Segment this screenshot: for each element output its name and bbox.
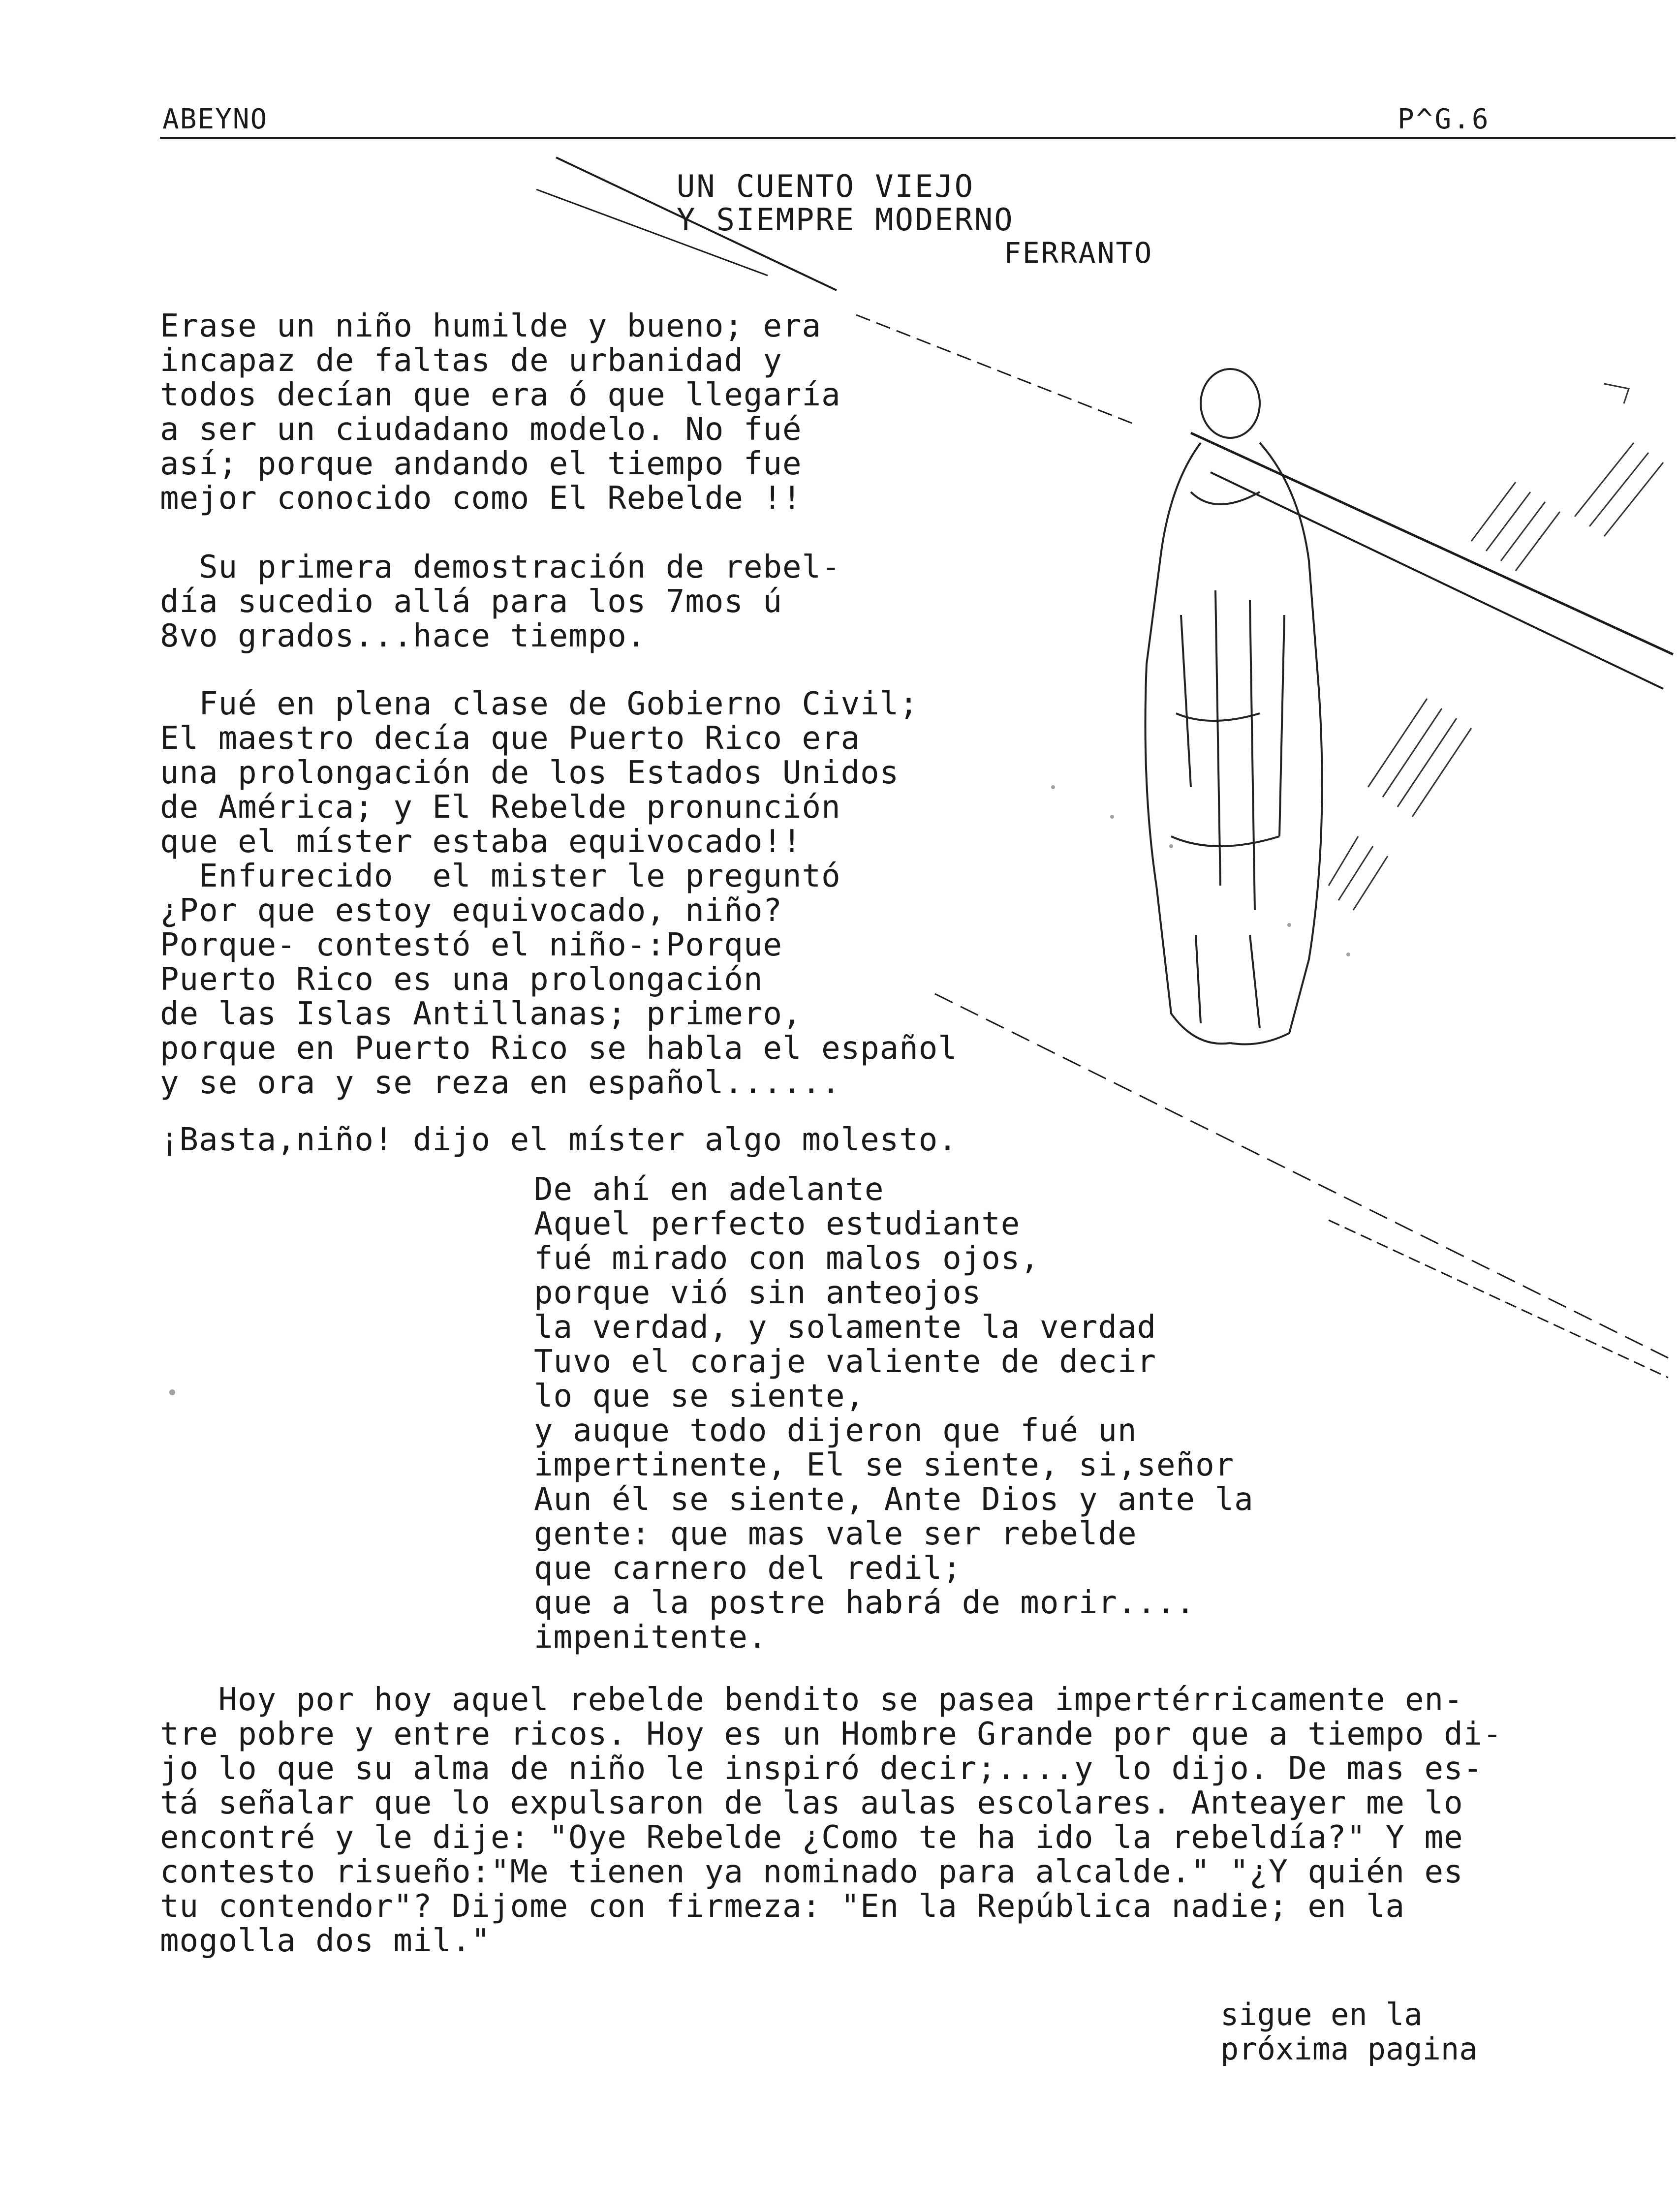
article-author: FERRANTO bbox=[1004, 236, 1153, 270]
title-line-1: UN CUENTO VIEJO bbox=[677, 168, 974, 204]
diagonal-rule bbox=[1211, 472, 1663, 689]
publication-name: ABEYNO bbox=[162, 103, 268, 135]
article-title bbox=[677, 170, 1014, 237]
diagonal-rule bbox=[1329, 1220, 1668, 1378]
header-rule bbox=[160, 137, 1676, 139]
shadow-hatching bbox=[1329, 384, 1663, 910]
standing-figure bbox=[1146, 369, 1322, 1045]
paragraph-1: Erase un niño humilde y bueno; era incapaz de faltas de urbanidad y todos decían que era ó que llegaría a ser un ciudadano modelo. No fué así; porque andando el tiempo fue mejor conocido como El Rebelde !! bbox=[160, 308, 841, 517]
paragraph-5: Hoy por hoy aquel rebelde bendito se pasea impertérricamente en- tre pobre y entre ricos. Hoy es un Hombre Grande por que a tiempo di- jo lo que su alma de niño le inspiró decir;....y lo dijo. De mas es- tá señalar que lo expulsaron de las aulas escolares. Anteayer me lo encontré y le dije: "Oye Rebelde ¿Como te ha ido la rebeldía?" Y me contesto risueño:"Me tienen ya nominado para alcalde." "¿Y quién es tu contendor"? Dijome con firmeza: "En la República nadie; en la mogolla dos mil." bbox=[160, 1682, 1502, 1959]
diagonal-rule bbox=[1191, 433, 1673, 654]
title-line-2: Y SIEMPRE MODERNO bbox=[677, 202, 1014, 238]
continuation-note: sigue en la próxima pagina bbox=[1220, 1997, 1478, 2067]
paragraph-2: Su primera demostración de rebel- día sucedio allá para los 7mos ú 8vo grados...hace tiempo. bbox=[160, 549, 841, 654]
paragraph-3: Fué en plena clase de Gobierno Civil; El maestro decía que Puerto Rico era una prolongación de los Estados Unidos de América; y El Rebelde pronunción que el míster estaba equivocado!! Enfurecido el mister le preguntó ¿Por que estoy equivocado, niño? Porque- contestó el niño-:Porque Puerto Rico es una prolongación de las Islas Antillanas; primero, porque en Puerto Rico se habla el español y se ora y se reza en español...... bbox=[160, 686, 958, 1101]
diagonal-rule bbox=[856, 315, 1132, 423]
paragraph-4: ¡Basta,niño! dijo el míster algo molesto. bbox=[160, 1122, 958, 1158]
poem-stanza: De ahí en adelante Aquel perfecto estudiante fué mirado con malos ojos, porque vió sin anteojos la verdad, y solamente la verdad Tuvo el coraje valiente de decir lo que se siente, y auque todo dijeron que fué un impertinente, El se siente, si,señor Aun él se siente, Ante Dios y ante la gente: que mas vale ser rebelde que carnero del redil; que a la postre habrá de morir.... impenitente. bbox=[534, 1171, 1254, 1656]
page-number: P^G.6 bbox=[1398, 103, 1491, 135]
